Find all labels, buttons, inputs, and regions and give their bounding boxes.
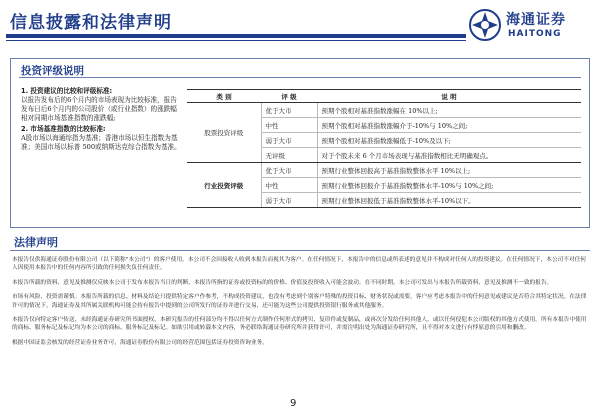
page-number: 9 bbox=[290, 398, 297, 409]
haitong-logo bbox=[468, 6, 596, 46]
title-divider-thin bbox=[6, 40, 466, 41]
legal-paragraph: 根据中国证监会核发的经营证券业务许可，海通证券股份有限公司的经营范围包括证券投资咨询业务。 bbox=[12, 339, 268, 346]
legal-paragraph: 本报告仅向特定客户传送，未经海通证券研究所书面授权，本研究报告的任何部分均不得以任何方式制作任何形式的拷贝、复印件或复制品，或再次分发给任何其他人，或以任何侵犯本公司版权的其他方式使用。所有本报告中使用的商标、服务标记及标记均为本公司的商标、服务标记及标记。如欲引用或转载本文内容，务必联络海通证券研究所并获得许可，并需注明出处为海通证券研究所，且不得对本文进行有悖原意的引用和删改。 bbox=[12, 317, 587, 332]
table-row bbox=[187, 103, 581, 118]
legal-heading: 法律声明 bbox=[14, 236, 58, 249]
rating-table bbox=[187, 89, 581, 208]
rating-heading: 投资评级说明 bbox=[21, 65, 84, 77]
criteria-head: 2. 市场基准指数的比较标准: bbox=[21, 125, 106, 133]
legal-paragraph: 市场有风险，投资需谨慎。本报告所载的信息、材料及结论只提供特定客户作参考，不构成投资建议，也没有考虑到个别客户特殊的投资目标、财务状况或需要。客户应考虑本报告中的任何意见或建议是否符合其特定状况。在法律许可的情况下，海通证券及其所属关联机构可能会持有报告中提到的公司所发行的证券并进行交易，还可能为这些公司提供投资银行服务或其他服务。 bbox=[12, 294, 587, 309]
column-header-description: 说 明 bbox=[317, 90, 581, 103]
description-cell: 预期个股相对基准指数涨幅低于-10%及以下; bbox=[317, 133, 581, 148]
criteria-text: 以报告发布后的6个月内的市场表现为比较标准，报告发布日后6个月内的公司股价（或行业指数）的涨跌幅相对同期市场基准指数的涨跌幅; bbox=[21, 96, 177, 122]
logo-english-text: HAITONG bbox=[508, 29, 562, 39]
legal-paragraph: 本报告仅供海通证券股份有限公司（以下简称"本公司"）的客户使用。本公司不会因接收人收到本报告而视其为客户。在任何情况下，本报告中的信息或所表述的意见并不构成对任何人的投资建议。在任何情况下，本公司不对任何人因使用本报告中的任何内容所引致的任何损失负任何责任。 bbox=[12, 257, 586, 272]
column-header-rating: 评 级 bbox=[261, 90, 317, 103]
description-cell: 预期行业整体回报介于基准指数整体水平-10%与 10%之间; bbox=[317, 178, 581, 193]
rating-cell: 弱于大市 bbox=[261, 133, 317, 148]
description-cell: 预期个股相对基准指数涨幅在 10%以上; bbox=[317, 103, 581, 118]
page-title: 信息披露和法律声明 bbox=[10, 13, 172, 33]
rating-cell: 中性 bbox=[261, 178, 317, 193]
rating-cell: 弱于大市 bbox=[261, 193, 317, 208]
description-cell: 预期行业整体回报高于基准指数整体水平 10%以上; bbox=[317, 163, 581, 178]
legal-body bbox=[12, 256, 590, 353]
title-divider bbox=[6, 34, 466, 38]
rating-heading-divider bbox=[19, 77, 581, 78]
table-row bbox=[187, 163, 581, 178]
logo-chinese-text: 海通证券 bbox=[506, 12, 566, 28]
rating-cell: 中性 bbox=[261, 118, 317, 133]
legal-heading-divider bbox=[10, 250, 590, 251]
rating-cell: 优于大市 bbox=[261, 103, 317, 118]
description-cell: 对于个股未来 6 个月市场表现与基准指数相比无明确观点。 bbox=[317, 148, 581, 163]
criteria-item bbox=[21, 87, 181, 123]
criteria-text: A股市场以海通综指为基准；香港市场以恒生指数为基准；美国市场以标普 500或纳斯达克综合指数为基准。 bbox=[21, 134, 181, 151]
column-header-category: 类 别 bbox=[187, 90, 261, 103]
criteria-item bbox=[21, 125, 181, 152]
page-header bbox=[0, 0, 600, 52]
rating-criteria bbox=[21, 87, 181, 154]
category-cell: 股票投资评级 bbox=[187, 103, 261, 163]
rating-explanation-box bbox=[10, 58, 590, 228]
description-cell: 预期行业整体回报低于基准指数整体水平-10%以下。 bbox=[317, 193, 581, 208]
table-header-row bbox=[187, 90, 581, 103]
haitong-emblem-icon bbox=[468, 8, 502, 42]
legal-paragraph: 本报告所载的资料、意见及推测仅反映本公司于发布本报告当日的判断，本报告所指的证券或投资标的的价格、价值及投资收入可能会波动。在不同时期，本公司可发出与本报告所载资料、意见及推测不一致的报告。 bbox=[12, 279, 553, 286]
category-cell: 行业投资评级 bbox=[187, 163, 261, 208]
description-cell: 预期个股相对基准指数涨幅介于-10%与 10%之间; bbox=[317, 118, 581, 133]
rating-cell: 优于大市 bbox=[261, 163, 317, 178]
criteria-head: 1. 投资建议的比较和评级标准: bbox=[21, 87, 113, 95]
rating-cell: 无评级 bbox=[261, 148, 317, 163]
